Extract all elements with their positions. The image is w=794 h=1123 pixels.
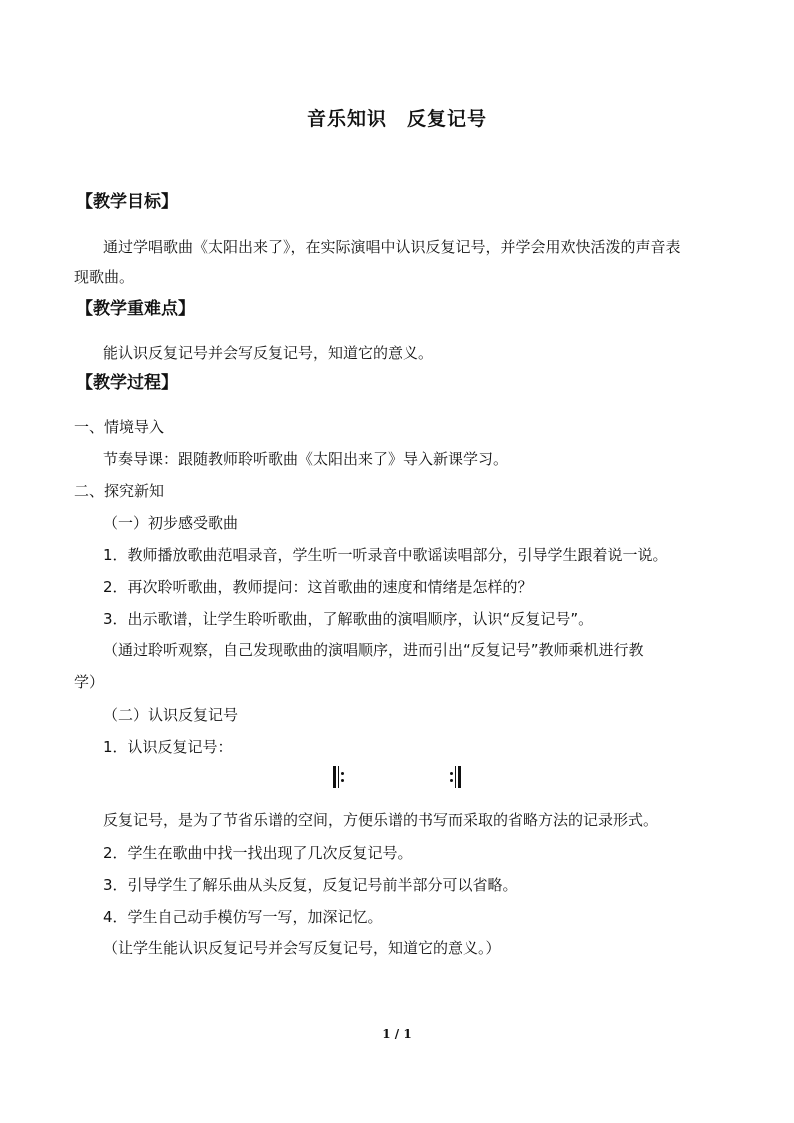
key-points-heading: 【教学重难点】 — [76, 299, 195, 319]
repeat-start-sign-icon — [333, 766, 345, 788]
subsection1-item-3: 3．出示歌谱，让学生聆听歌曲，了解歌曲的演唱顺序，认识“反复记号”。 — [103, 610, 594, 628]
part1-text: 节奏导课：跟随教师聆听歌曲《太阳出来了》导入新课学习。 — [103, 450, 509, 468]
repeat-end-sign-icon — [450, 766, 462, 788]
subsection1-note-line-2: 学） — [74, 673, 105, 691]
subsection2-item-4: 4．学生自己动手模仿写一写，加深记忆。 — [103, 908, 383, 926]
subsection1-item-2: 2．再次聆听歌曲，教师提问：这首歌曲的速度和情绪是怎样的？ — [103, 578, 533, 596]
goals-heading: 【教学目标】 — [76, 192, 178, 212]
subsection2-title: （二）认识反复记号 — [103, 706, 239, 724]
subsection2-description: 反复记号，是为了节省乐谱的空间，方便乐谱的书写而采取的省略方法的记录形式。 — [103, 811, 659, 829]
page-title: 音乐知识 反复记号 — [306, 108, 487, 130]
subsection1-title: （一）初步感受歌曲 — [103, 514, 239, 532]
part1-title: 一、情境导入 — [74, 418, 165, 436]
goals-text-line-1: 通过学唱歌曲《太阳出来了》，在实际演唱中认识反复记号，并学会用欢快活泼的声音表 — [103, 238, 681, 256]
subsection1-item-1: 1．教师播放歌曲范唱录音，学生听一听录音中歌谣读唱部分，引导学生跟着说一说。 — [103, 546, 668, 564]
subsection2-item-2: 2．学生在歌曲中找一找出现了几次反复记号。 — [103, 844, 413, 862]
part2-title: 二、探究新知 — [74, 482, 165, 500]
subsection2-item-1: 1．认识反复记号： — [103, 738, 233, 756]
subsection2-note: （让学生能认识反复记号并会写反复记号，知道它的意义。） — [103, 939, 501, 957]
page-number: 1 / 1 — [382, 1027, 412, 1041]
process-heading: 【教学过程】 — [76, 373, 178, 393]
goals-text-line-2: 现歌曲。 — [74, 268, 135, 286]
subsection1-note-line-1: （通过聆听观察，自己发现歌曲的演唱顺序，进而引出“反复记号”教师乘机进行教 — [103, 641, 644, 659]
subsection2-item-3: 3．引导学生了解乐曲从头反复，反复记号前半部分可以省略。 — [103, 876, 518, 894]
key-points-text: 能认识反复记号并会写反复记号，知道它的意义。 — [103, 344, 434, 362]
